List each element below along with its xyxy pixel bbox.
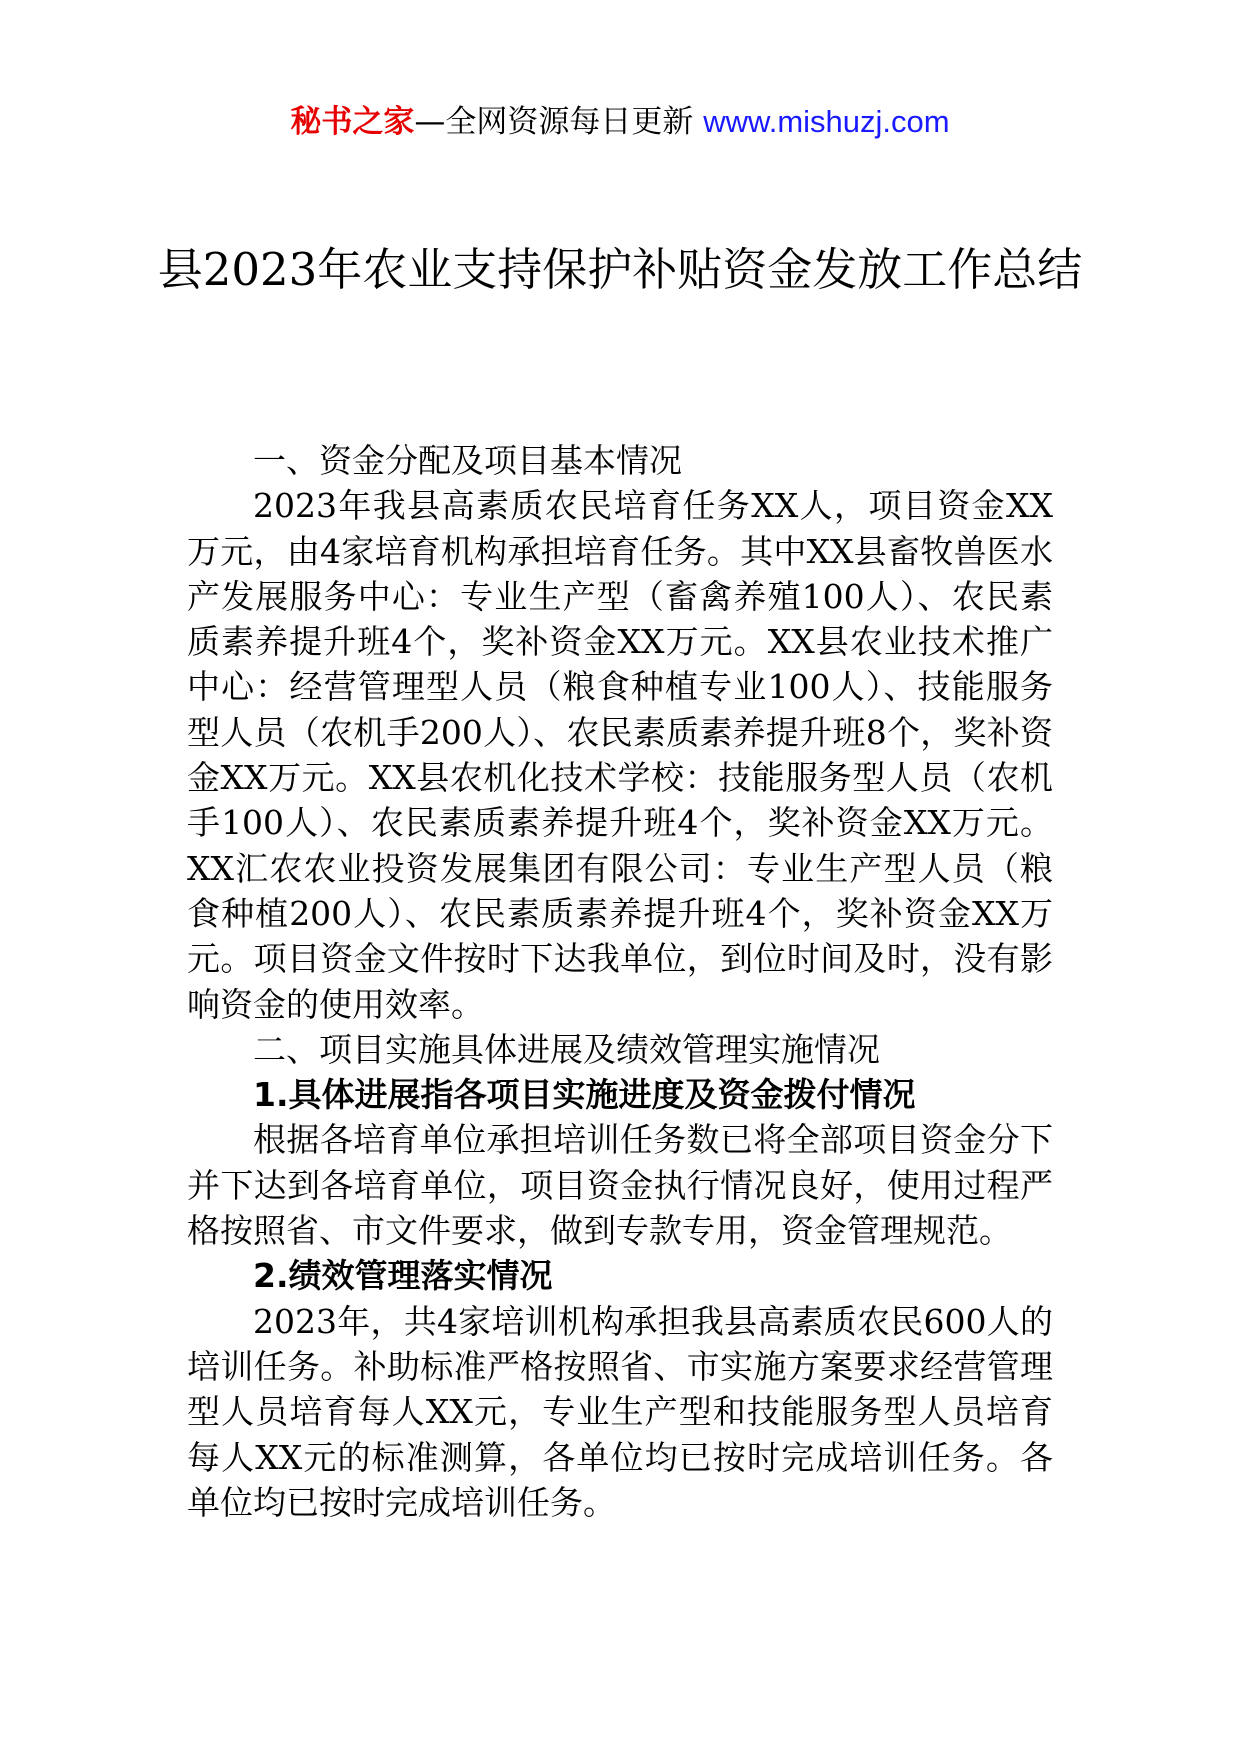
section-heading-2: 二、项目实施具体进展及绩效管理实施情况 (253, 1029, 880, 1069)
subsection-heading-1: 1.具体进展指各项目实施进度及资金拨付情况 (253, 1075, 916, 1115)
subsection-heading-2: 2.绩效管理落实情况 (253, 1256, 553, 1296)
document-body (187, 438, 1053, 1525)
site-brand: 秘书之家 (290, 104, 415, 140)
site-url-link[interactable]: www.mishuzj.com (703, 104, 950, 139)
site-tagline: —全网资源每日更新 (414, 104, 694, 140)
section-heading-1: 一、资金分配及项目基本情况 (253, 441, 682, 480)
subsection-1-paragraph: 根据各培育单位承担培训任务数已将全部项目资金分下并下达到各培育单位，项目资金执行情况良好，使用过程严格按照省、市文件要求，做到专款专用，资金管理规范。 (187, 1120, 1053, 1251)
document-title: 县2023年农业支持保护补贴资金发放工作总结 (157, 243, 1083, 296)
site-header (0, 100, 1240, 144)
section-1-paragraph: 2023年我县高素质农民培育任务XX人，项目资金XX万元，由4家培育机构承担培育任务。其中XX县畜牧兽医水产发展服务中心：专业生产型（畜禽养殖100人）、农民素质素养提升班4个，奖补资金XX万元。XX县农业技术推广中心：经营管理型人员（粮食种植专业100人）、技能服务型人员（农机手200人）、农民素质素养提升班8个，奖补资金XX万元。XX县农机化技术学校：技能服务型人员（农机手100人）、农民素质素养提升班4个，奖补资金XX万元。XX汇农农业投资发展集团有限公司：专业生产型人员（粮食种植200人）、农民素质素养提升班4个，奖补资金XX万元。项目资金文件按时下达我单位，到位时间及时，没有影响资金的使用效率。 (187, 486, 1053, 1024)
subsection-2-paragraph: 2023年，共4家培训机构承担我县高素质农民600人的培训任务。补助标准严格按照省、市实施方案要求经营管理型人员培育每人XX元，专业生产型和技能服务型人员培育每人XX元的标准测算，各单位均已按时完成培训任务。各单位均已按时完成培训任务。 (187, 1301, 1053, 1522)
